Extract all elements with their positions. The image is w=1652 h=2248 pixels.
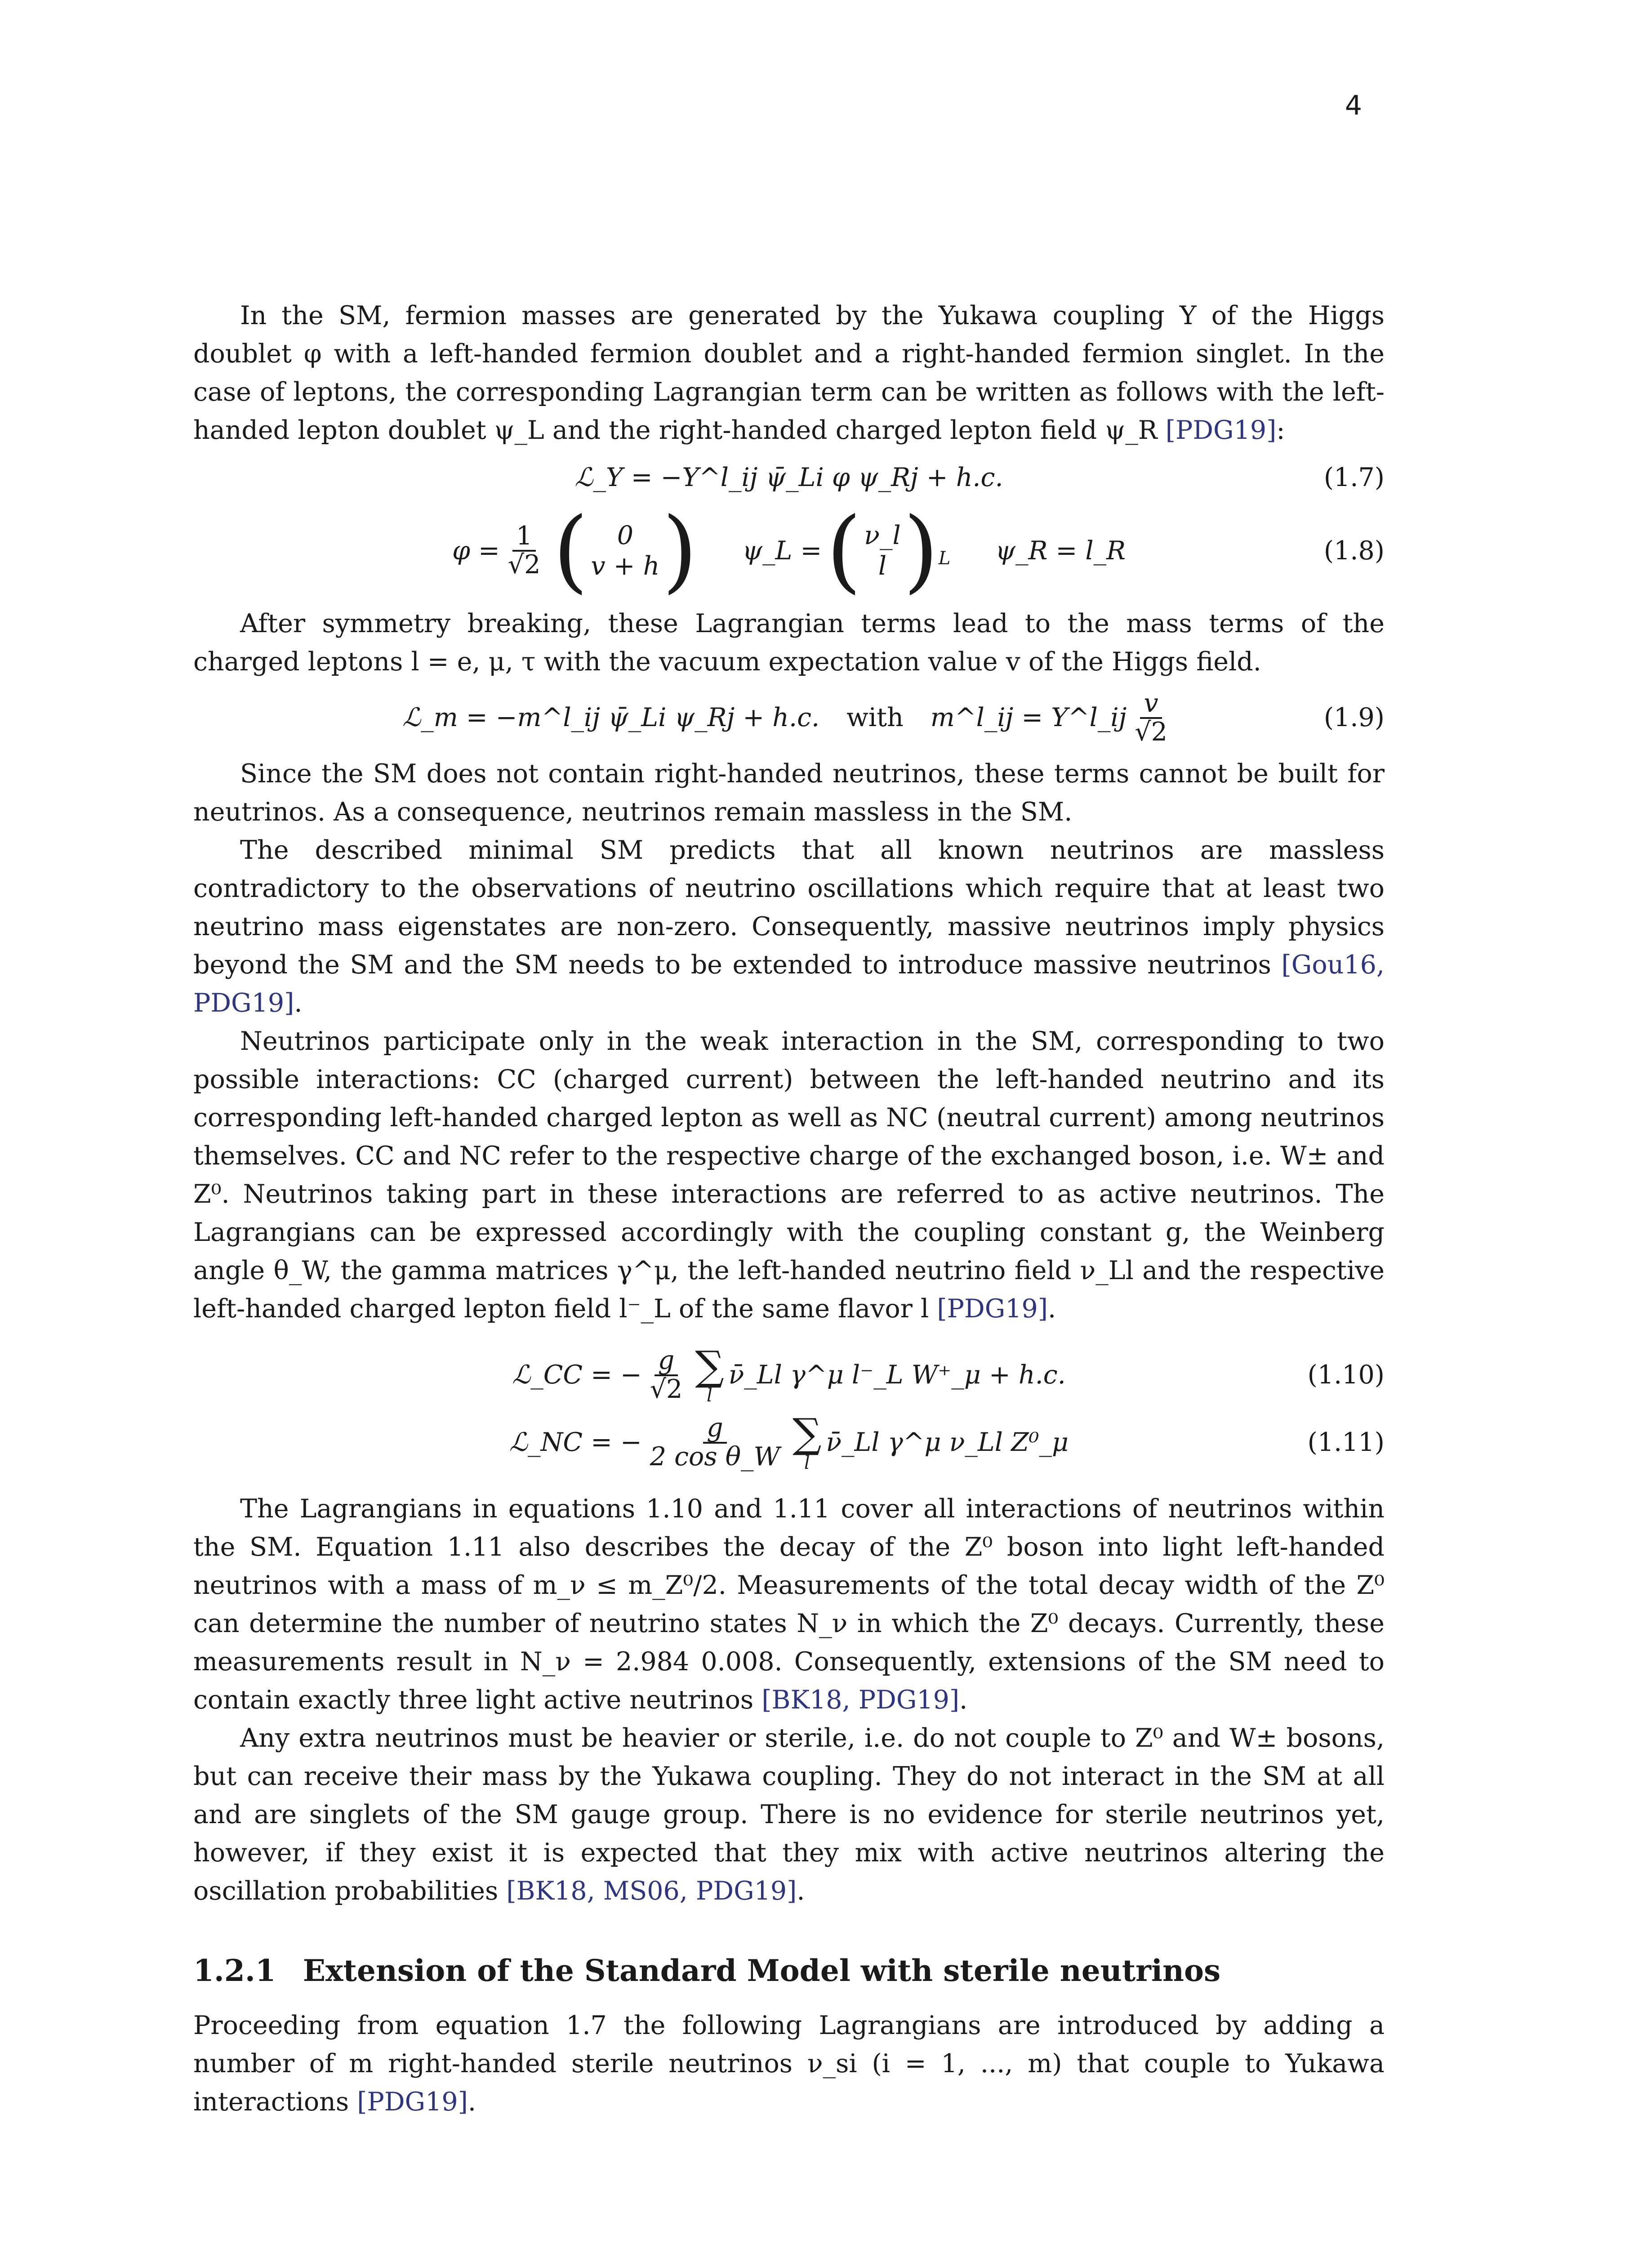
equation-number: (1.9) [1323,703,1385,733]
section-heading: 1.2.1 Extension of the Standard Model with sterile neutrinos [193,1953,1221,1988]
paragraph-minimal-sm: The described minimal SM predicts that all known neutrinos are massless contradictory to the observations of neutrino oscillations which require that at least two neutrino mass eigenstates are non-zero. Consequently, massive neutrinos imply physics beyond the SM and the SM needs to be extended to introduce massive neutrinos [Gou16, PDG19]. [193,835,1385,1018]
equation-number: (1.11) [1307,1427,1385,1458]
equation-1-8: φ = $\frac{1}{√2}$ ( 0 v + h ) ψ_L = ( ν_l l ) L ψ_R = l_R (1.8) [452,498,1385,603]
paragraph-symmetry-breaking: After symmetry breaking, these Lagrangian terms lead to the mass terms of the charged leptons l = e, μ, τ with the vacuum expectation value v of the Higgs field. [193,609,1385,677]
citation-link[interactable]: [PDG19] [937,1293,1048,1324]
equation-number: (1.10) [1307,1360,1385,1390]
equation-1-7: ℒ_Y = −Y^l_ij ψ̄_Li φ ψ_Rj + h.c. (1.7) [193,459,1385,497]
paragraph-proceeding: Proceeding from equation 1.7 the following Lagrangians are introduced by adding a number of m right-handed sterile neutrinos ν_si (i = 1, ..., m) that couple to Yukawa interactions [PDG19]. [193,2010,1385,2117]
page-number: 4 [1345,90,1362,121]
paragraph-no-rh-neutrinos: Since the SM does not contain right-handed neutrinos, these terms cannot be built for neutrinos. As a consequence, neutrinos remain massless in the SM. [193,758,1385,827]
paragraph-sterile: Any extra neutrinos must be heavier or sterile, i.e. do not couple to Z⁰ and W± bosons, but can receive their mass by the Yukawa coupling. They do not interact in the SM at all and are singlets of the SM gauge group. There is no evidence for sterile neutrinos yet, however, if they exist it is expected that they mix with active neutrinos altering the oscillation probabilities [BK18, MS06, PDG19]. [193,1723,1385,1906]
equation-1-11: ℒ_NC = − $\frac{g}{\text{2 cos θ\_W}}$ ∑ l ν̄_Ll γ^μ ν_Ll Z⁰_μ (1.11) [509,1409,1385,1473]
citation-link[interactable]: [BK18, PDG19] [761,1685,960,1715]
paragraph-weak-interaction: Neutrinos participate only in the weak interaction in the SM, corresponding to two possible interactions: CC (charged current) between the left-handed neutrino and its corresponding left-handed charged lepton as well as NC (neutral current) among neutrinos themselves. CC and NC refer to the respective charge of the exchanged boson, i.e. W± and Z⁰. Neutrinos taking part in these interactions are referred to as active neutrinos. The Lagrangians can be expressed accordingly with the coupling constant g, the Weinberg angle θ_W, the gamma matrices γ^μ, the left-handed neutrino field ν_Ll and the respective left-handed charged lepton field l⁻_L of the same flavor l [PDG19]. [193,1026,1385,1324]
page-content [193,297,1385,2121]
citation-link[interactable]: [PDG19] [357,2087,468,2117]
equation-number: (1.7) [1323,463,1385,492]
equation-number: (1.8) [1323,535,1385,566]
equation-1-10: ℒ_CC = − $\frac{g}{√2}$ ∑ l ν̄_Ll γ^μ l⁻_L W⁺_μ + h.c. (1.10) [512,1342,1385,1406]
paragraph-lagrangians-cover: The Lagrangians in equations 1.10 and 1.11 cover all interactions of neutrinos within the SM. Equation 1.11 also describes the decay of the Z⁰ boson into light left-handed neutrinos with a mass of m_ν ≤ m_Z⁰/2. Measurements of the total decay width of the Z⁰ can determine the number of neutrino states N_ν in which the Z⁰ decays. Currently, these measurements result in N_ν = 2.984 0.008. Consequently, extensions of the SM need to contain exactly three light active neutrinos [BK18, PDG19]. [193,1494,1385,1715]
equation-1-9: ℒ_m = −m^l_ij ψ̄_Li ψ_Rj + h.c. with m^l_ij = Y^l_ij $\frac{v}{√2}$ (1.9) [402,688,1385,747]
citation-link[interactable]: [Gou16, PDG19] [193,950,1385,1018]
paragraph-yukawa: In the SM, fermion masses are generated by the Yukawa coupling Y of the Higgs doublet φ with a left-handed fermion doublet and a right-handed fermion singlet. In the case of leptons, the corresponding Lagrangian term can be written as follows with the left-handed lepton doublet ψ_L and the right-handed charged lepton field ψ_R [PDG19]: [193,301,1385,445]
citation-link[interactable]: [PDG19] [1165,415,1277,445]
citation-link[interactable]: [BK18, MS06, PDG19] [506,1876,797,1906]
